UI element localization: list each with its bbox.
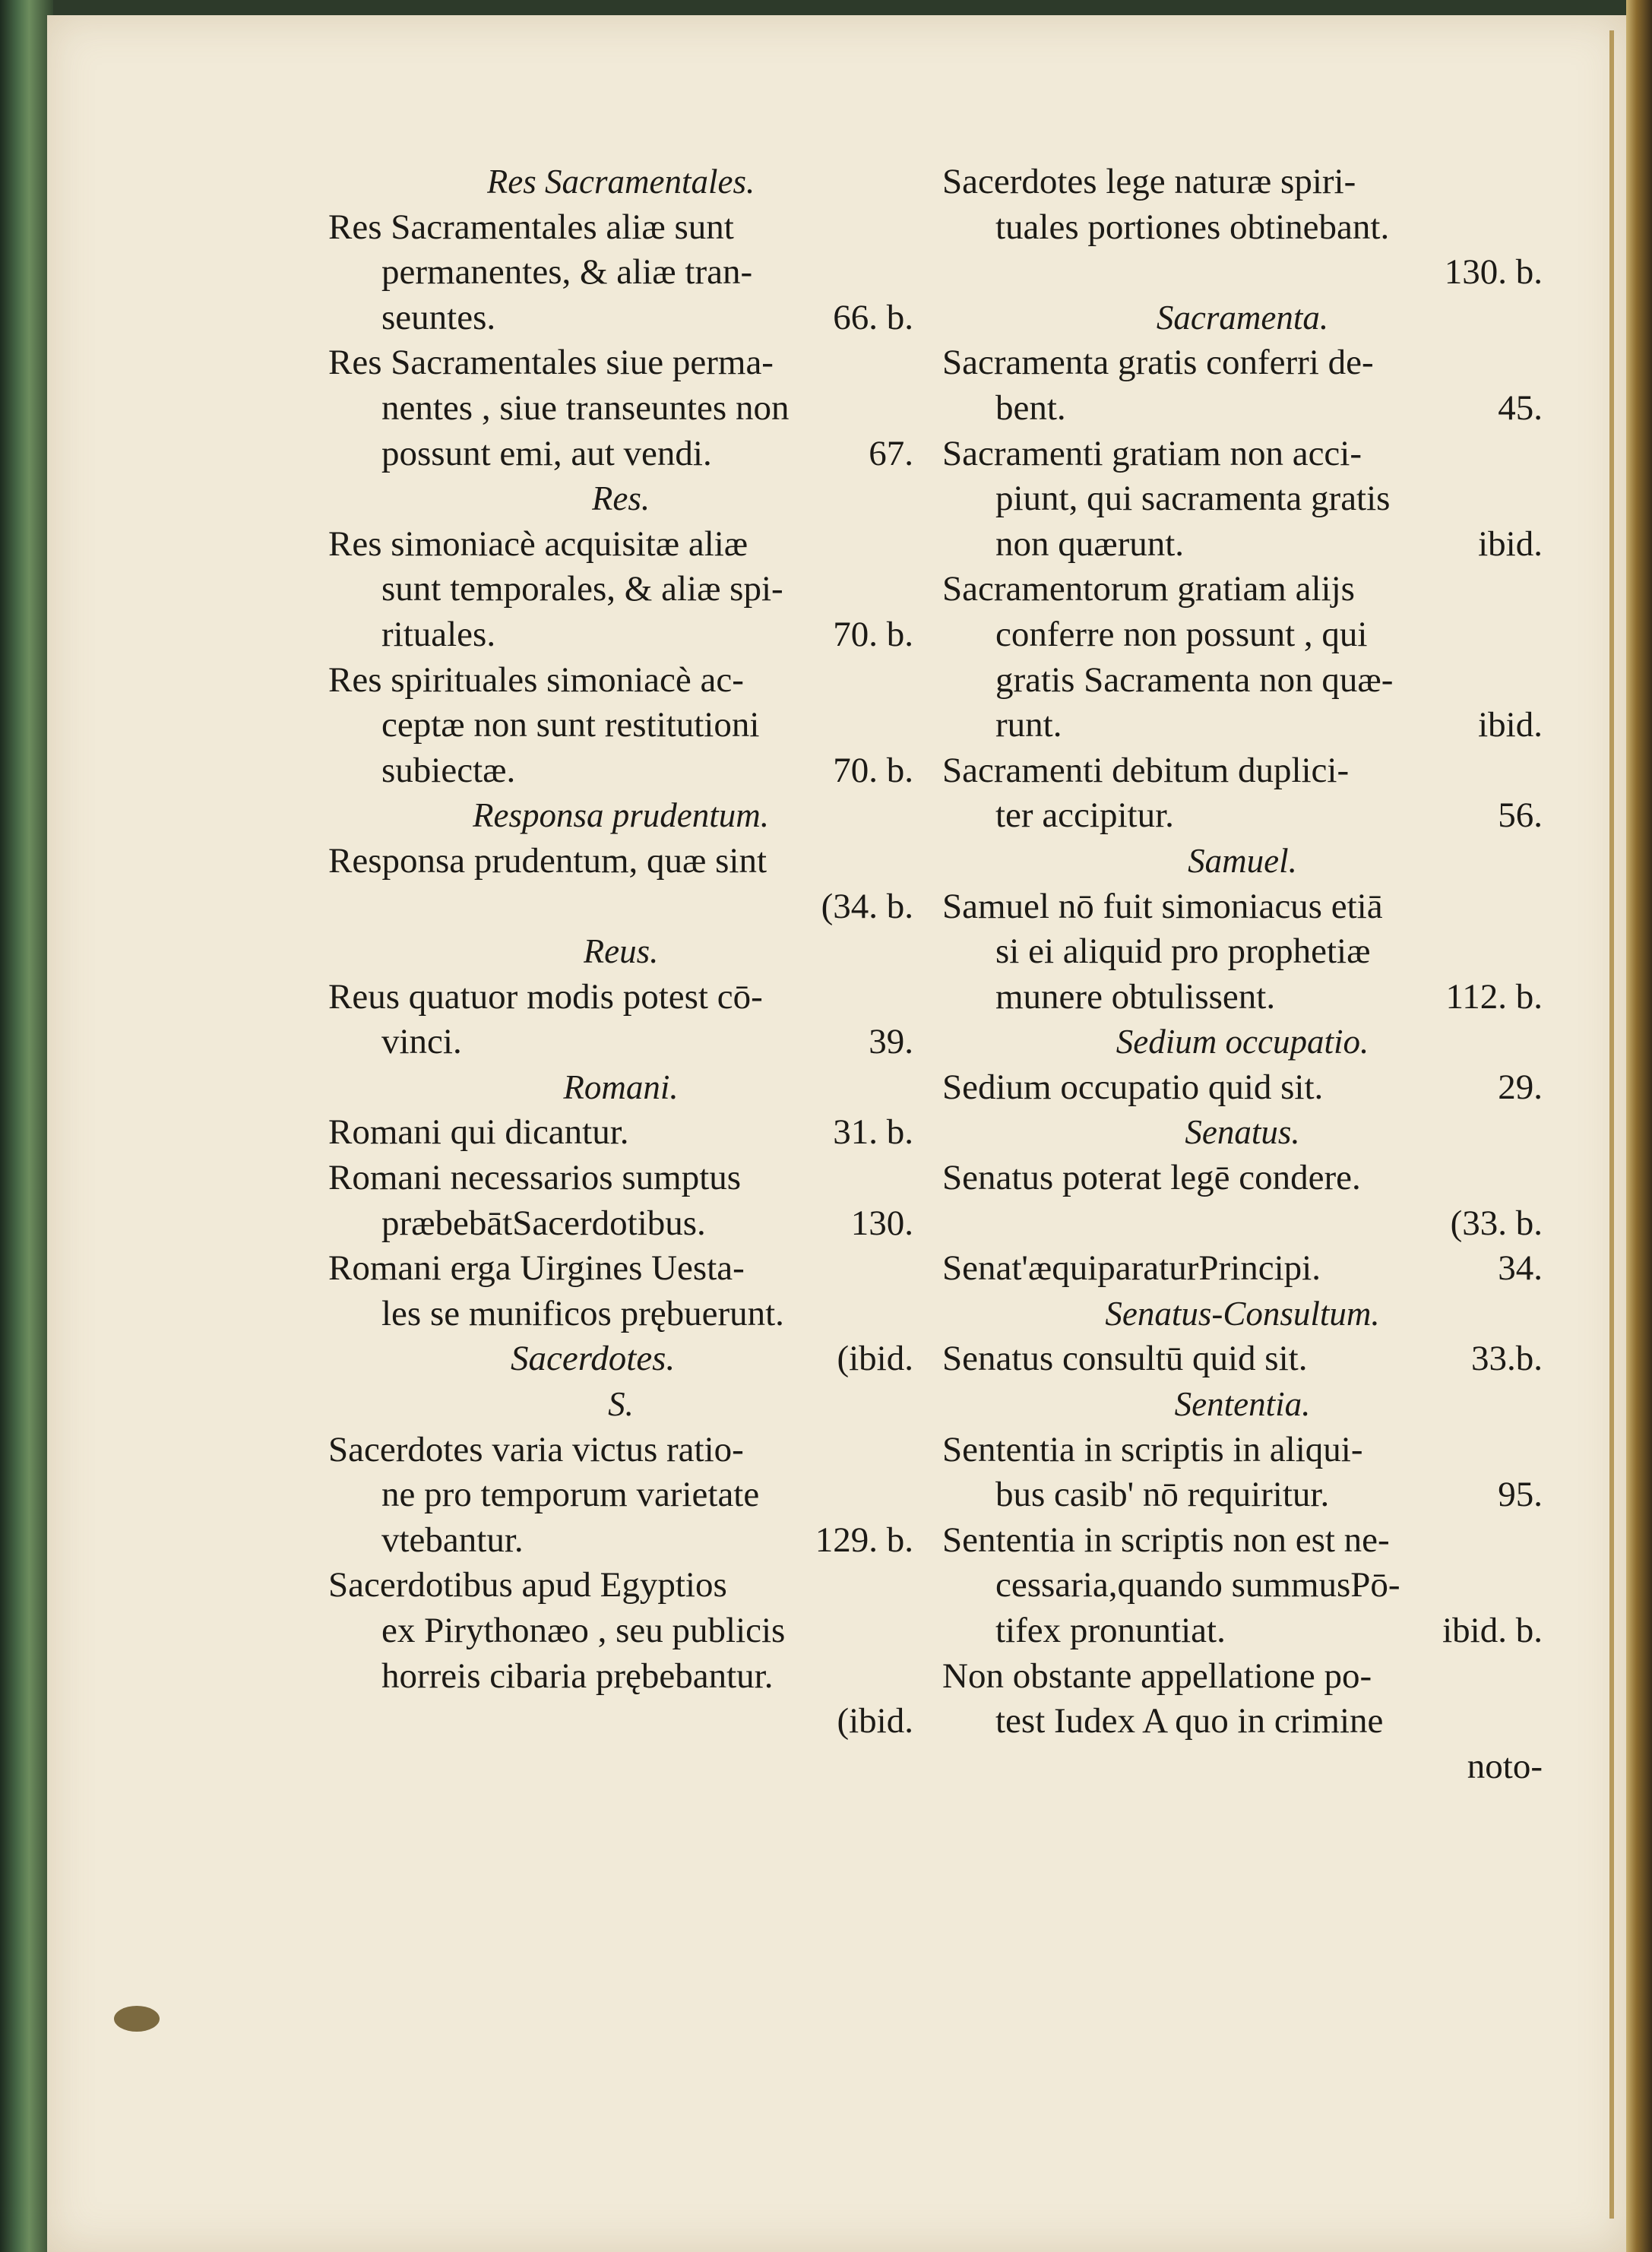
index-entry-continuation [328, 1654, 913, 1700]
index-entry [328, 205, 913, 251]
folio-reference: 112. b. [1445, 976, 1543, 1017]
index-entry [328, 340, 913, 386]
index-heading [942, 1382, 1543, 1428]
entry-text: Senatus consultū quid sit. [942, 1339, 1308, 1379]
index-entry-continuation [942, 703, 1543, 748]
entry-text: Sententia. [1174, 1385, 1311, 1424]
folio-reference: 29. [1498, 1067, 1543, 1107]
entry-text: vinci. [381, 1022, 462, 1062]
index-heading-with-ref [328, 1336, 913, 1382]
entry-text: horreis cibaria prębebantur. [381, 1656, 774, 1696]
index-entry-continuation [328, 250, 913, 296]
index-entry [942, 567, 1543, 612]
index-entry-continuation [328, 432, 913, 477]
folio-reference: (34. b. [821, 886, 913, 926]
index-entry [942, 1336, 1543, 1382]
entry-text: vtebantur. [381, 1520, 524, 1560]
index-heading [942, 1292, 1543, 1337]
entry-text: Res Sacramentales aliæ sunt [328, 207, 734, 247]
entry-text: Res spirituales simoniacè ac- [328, 659, 744, 700]
entry-text: ex Pirythonæo , seu publicis [381, 1611, 786, 1650]
entry-text: permanentes, & aliæ tran- [381, 252, 753, 293]
index-entry-continuation [942, 205, 1543, 251]
entry-text: Sedium occupatio quid sit. [942, 1067, 1324, 1107]
entry-text: tifex pronuntiat. [995, 1611, 1226, 1650]
entry-text: munere obtulissent. [995, 976, 1276, 1017]
entry-text: runt. [995, 705, 1062, 745]
index-entry-continuation [942, 522, 1543, 568]
entry-text: Non obstante appellatione po- [942, 1656, 1372, 1696]
entry-text: Sacramentorum gratiam alijs [942, 569, 1355, 609]
folio-reference: (33. b. [1450, 1203, 1543, 1243]
folio-reference: (ibid. [837, 1701, 913, 1741]
entry-text: præbebātSacerdotibus. [381, 1203, 706, 1243]
folio-reference: ibid. [1478, 705, 1543, 745]
entry-text: S. [608, 1385, 634, 1424]
entry-text: Senat'æquiparaturPrincipi. [942, 1248, 1321, 1289]
index-entry [942, 1428, 1543, 1473]
entry-text: Sacramenti gratiam non acci- [942, 433, 1362, 473]
index-entry [328, 1428, 913, 1473]
next-page-edge [1626, 0, 1652, 2252]
index-entry [328, 658, 913, 704]
entry-text: ne pro temporum varietate [381, 1475, 760, 1515]
entry-text: si ei aliquid pro prophetiæ [995, 931, 1371, 972]
index-entry-reference-line [942, 1744, 1543, 1790]
index-heading [942, 1110, 1543, 1156]
book-spine-edge [0, 0, 53, 2252]
folio-reference: 130. [850, 1203, 913, 1243]
index-heading [328, 929, 913, 975]
entry-text: Senatus poterat legē condere. [942, 1158, 1361, 1198]
index-entry-continuation [328, 1020, 913, 1065]
entry-text: non quærunt. [995, 523, 1185, 564]
entry-text: conferre non possunt , qui [995, 614, 1368, 654]
entry-text: Sacramenta. [1156, 298, 1329, 337]
index-entry-continuation [328, 296, 913, 341]
index-entry [942, 340, 1543, 386]
index-entry-continuation [328, 567, 913, 612]
entry-text: subiectæ. [381, 750, 516, 790]
entry-text: ter accipitur. [995, 795, 1174, 836]
index-entry-reference-line [942, 250, 1543, 296]
index-entry [942, 748, 1543, 794]
index-entry-reference-line [328, 1699, 913, 1744]
index-entry-continuation [942, 793, 1543, 839]
index-entry [328, 1110, 913, 1156]
entry-text: Res. [591, 479, 650, 518]
entry-text: Sententia in scriptis in aliqui- [942, 1429, 1363, 1469]
index-entry-continuation [942, 612, 1543, 658]
index-entry-continuation [942, 386, 1543, 432]
folio-reference: (ibid. [837, 1339, 913, 1379]
entry-text: Sacramenta gratis conferri de- [942, 343, 1374, 383]
entry-text: piunt, qui sacramenta gratis [995, 479, 1391, 519]
index-entry [942, 1246, 1543, 1292]
folio-reference: 70. b. [833, 614, 913, 654]
index-heading [328, 476, 913, 522]
folio-reference: 129. b. [815, 1520, 913, 1560]
entry-text: Romani qui dicantur. [328, 1112, 629, 1153]
folio-reference: noto- [1467, 1746, 1543, 1786]
folio-reference: 45. [1498, 387, 1543, 428]
entry-text: Res Sacramentales siue perma- [328, 343, 774, 383]
index-entry [328, 1246, 913, 1292]
index-entry-continuation [328, 386, 913, 432]
entry-text: rituales. [381, 614, 496, 654]
index-heading [328, 793, 913, 839]
entry-text: Sacerdotibus apud Egyptios [328, 1565, 727, 1605]
entry-text: Res simoniacè acquisitæ aliæ [328, 523, 748, 564]
entry-text: Res Sacramentales. [486, 163, 755, 201]
index-entry [942, 1156, 1543, 1201]
entry-text: bent. [995, 387, 1066, 428]
entry-text: sunt temporales, & aliæ spi- [381, 569, 783, 609]
entry-text: Sedium occupatio. [1116, 1023, 1369, 1061]
index-entry-continuation [328, 703, 913, 748]
index-entry [942, 1065, 1543, 1111]
entry-text: nentes , siue transeuntes non [381, 387, 790, 428]
entry-text: Romani. [563, 1067, 679, 1106]
entry-text: Sententia in scriptis non est ne- [942, 1520, 1390, 1560]
index-entry-continuation [328, 748, 913, 794]
entry-text: Senatus. [1185, 1113, 1300, 1152]
folio-reference: ibid. [1478, 523, 1543, 564]
entry-text: Romani erga Uirgines Uesta- [328, 1248, 745, 1289]
index-entry-continuation [328, 1292, 913, 1337]
index-heading [328, 1065, 913, 1111]
entry-text: Sacerdotes. [511, 1339, 676, 1379]
index-entry [942, 884, 1543, 930]
index-heading [328, 160, 913, 205]
entry-text: Samuel nō fuit simoniacus etiā [942, 886, 1383, 926]
index-heading [942, 296, 1543, 341]
folio-reference: 34. [1498, 1248, 1543, 1289]
folio-reference: 67. [869, 433, 913, 473]
folio-reference: 70. b. [833, 750, 913, 790]
index-entry-continuation [328, 1608, 913, 1654]
index-entry-reference-line [942, 1201, 1543, 1247]
entry-text: ceptæ non sunt restitutioni [381, 705, 760, 745]
entry-text: Responsa prudentum, quæ sint [328, 840, 767, 881]
page-gutter-line [1609, 30, 1614, 2219]
index-entry-continuation [942, 1563, 1543, 1608]
index-heading [328, 1382, 913, 1428]
folio-reference: 39. [869, 1022, 913, 1062]
folio-reference: 130. b. [1444, 252, 1543, 293]
entry-text: Sacerdotes varia victus ratio- [328, 1429, 744, 1469]
index-entry [328, 1563, 913, 1608]
entry-text: les se munificos prębuerunt. [381, 1293, 784, 1333]
index-entry-continuation [942, 975, 1543, 1020]
entry-text: Sacerdotes lege naturæ spiri- [942, 162, 1356, 201]
index-entry-continuation [942, 1699, 1543, 1744]
index-entry-reference-line [328, 884, 913, 930]
index-entry [942, 160, 1543, 205]
index-entry-continuation [942, 1472, 1543, 1518]
entry-text: tuales portiones obtinebant. [995, 207, 1390, 247]
index-entry-continuation [942, 658, 1543, 704]
index-entry-continuation [328, 1518, 913, 1564]
entry-text: test Iudex A quo in crimine [995, 1701, 1384, 1741]
index-entry-continuation [328, 612, 913, 658]
entry-text: Reus quatuor modis potest cō- [328, 976, 763, 1017]
folio-reference: 31. b. [833, 1112, 913, 1153]
folio-reference: 56. [1498, 795, 1543, 836]
index-entry [942, 1518, 1543, 1564]
entry-text: Responsa prudentum. [473, 796, 769, 835]
index-entry-continuation [328, 1472, 913, 1518]
index-entry-continuation [942, 1608, 1543, 1654]
entry-text: Reus. [583, 932, 659, 971]
index-entry-continuation [942, 929, 1543, 975]
entry-text: Samuel. [1188, 841, 1297, 880]
index-column-left [328, 160, 913, 1744]
paper-stain [114, 2006, 160, 2032]
entry-text: cessaria,quando summusPō- [995, 1565, 1400, 1605]
folio-reference: 33.b. [1471, 1339, 1543, 1379]
index-entry-continuation [942, 476, 1543, 522]
index-entry [328, 839, 913, 884]
index-entry [328, 522, 913, 568]
entry-text: possunt emi, aut vendi. [381, 433, 712, 473]
entry-text: seuntes. [381, 297, 496, 337]
folio-reference: ibid. b. [1442, 1611, 1543, 1650]
index-heading [942, 839, 1543, 884]
folio-reference: 66. b. [833, 297, 913, 337]
index-entry [942, 432, 1543, 477]
entry-text: Senatus-Consultum. [1105, 1294, 1380, 1333]
entry-text: bus casib' nō requiritur. [995, 1475, 1330, 1515]
index-heading [942, 1020, 1543, 1065]
index-entry-continuation [328, 1201, 913, 1247]
folio-reference: 95. [1498, 1475, 1543, 1515]
index-column-right [942, 160, 1543, 1789]
entry-text: Sacramenti debitum duplici- [942, 750, 1350, 790]
entry-text: gratis Sacramenta non quæ- [995, 659, 1394, 700]
index-entry [328, 1156, 913, 1201]
index-entry [328, 975, 913, 1020]
index-entry [942, 1654, 1543, 1700]
entry-text: Romani necessarios sumptus [328, 1158, 742, 1198]
